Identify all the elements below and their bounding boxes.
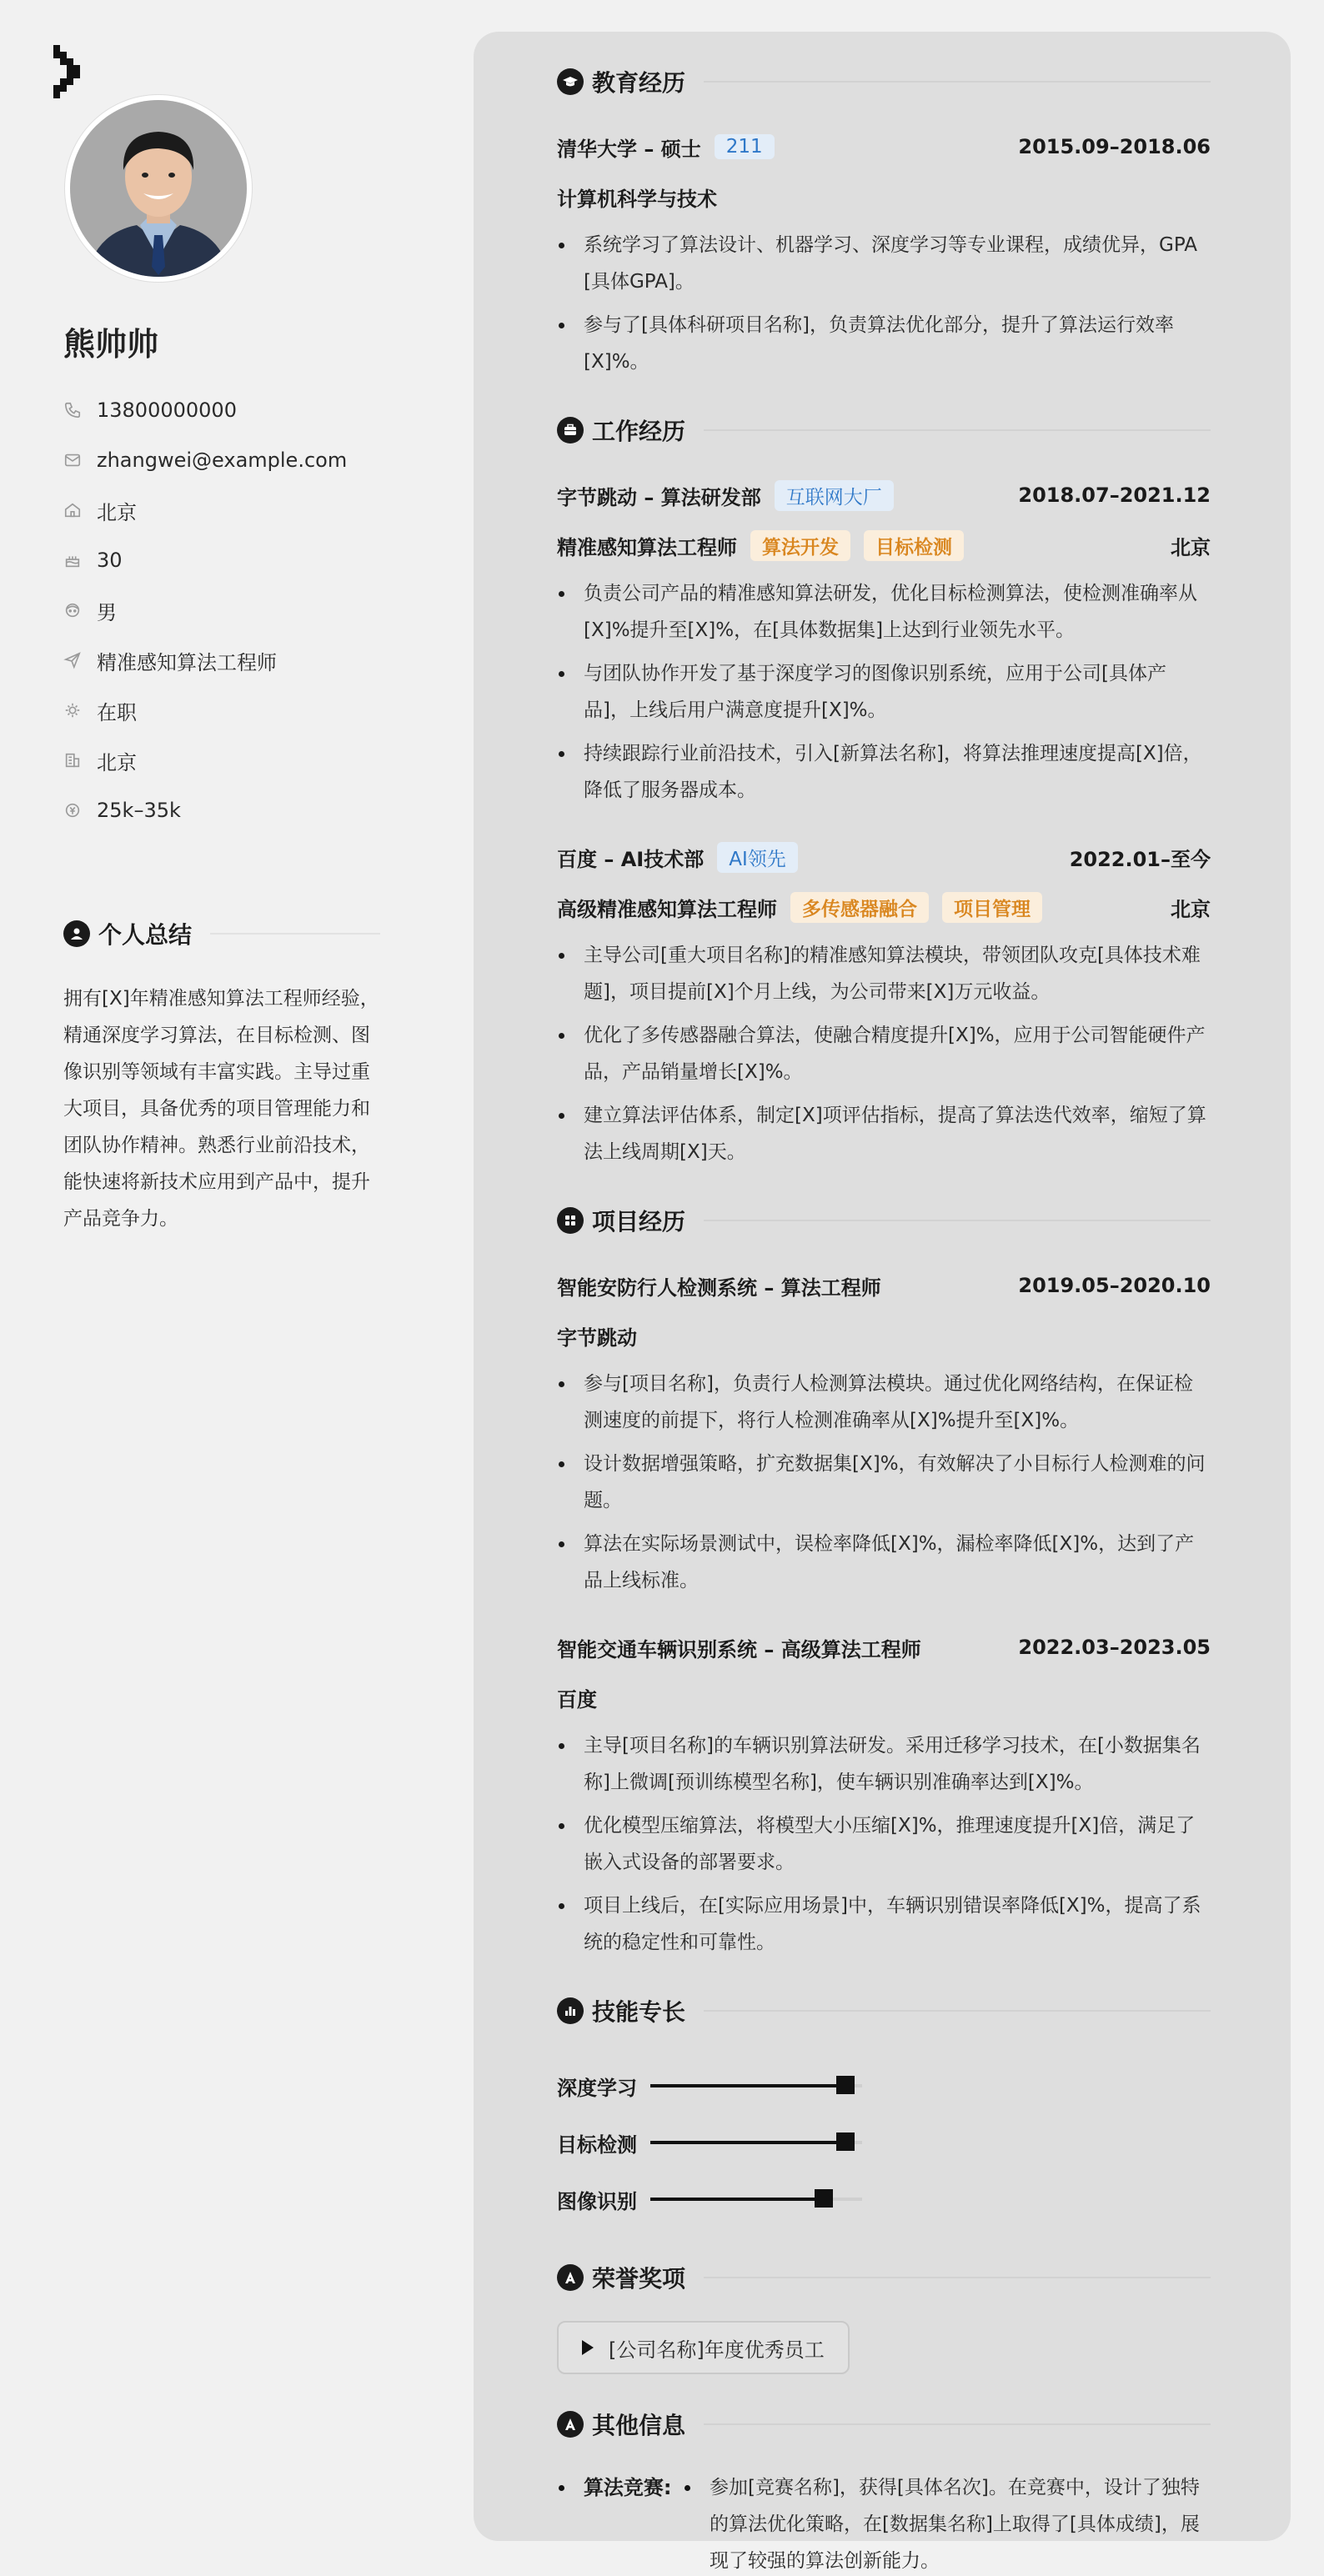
work-role-tag: 目标检测 — [864, 530, 964, 561]
project-bullets — [557, 1366, 1211, 1599]
work-header — [557, 413, 1211, 447]
info-gender — [63, 585, 347, 635]
project-name: 智能安防行人检测系统 – 算法工程师 — [557, 1275, 881, 1300]
info-email-text: zhangwei@example.com — [97, 449, 348, 472]
list-item: 优化模型压缩算法，将模型大小压缩[X]%，推理速度提升[X]倍，满足了嵌入式设备的部署要求。 — [557, 1807, 1211, 1881]
skill-name: 目标检测 — [557, 2132, 637, 2157]
work-date: 2022.01–至今 — [1069, 847, 1211, 871]
work-date: 2018.07–2021.12 — [1018, 484, 1211, 507]
home-icon — [63, 501, 82, 519]
info-age — [63, 535, 347, 585]
education-entry — [557, 130, 1211, 380]
logo-icon — [53, 45, 87, 98]
work-bullets — [557, 575, 1211, 809]
list-item: 参与[项目名称]，负责行人检测算法模块。通过优化网络结构，在保证检测速度的前提下，将行人检测准确率从[X]%提升至[X]%。 — [557, 1366, 1211, 1439]
project-date: 2019.05–2020.10 — [1018, 1274, 1211, 1297]
summary-section — [63, 917, 380, 1237]
award-item[interactable] — [557, 2321, 850, 2374]
project-date: 2022.03–2023.05 — [1018, 1636, 1211, 1659]
divider — [704, 2010, 1211, 2012]
profile-name: 熊帅帅 — [63, 326, 159, 363]
info-location-text: 北京 — [97, 500, 137, 524]
send-icon — [63, 651, 82, 669]
info-email — [63, 435, 347, 485]
skill-level-bar — [650, 2084, 862, 2087]
work-company: 字节跳动 – 算法研发部 — [557, 485, 761, 509]
list-item: 算法在实际场景测试中，误检率降低[X]%，漏检率降低[X]%，达到了产品上线标准。 — [557, 1526, 1211, 1599]
skill-level-fill — [650, 2084, 845, 2087]
summary-text: 拥有[X]年精准感知算法工程师经验，精通深度学习算法，在目标检测、图像识别等领域有丰富实践。主导过重大项目，具备优秀的项目管理能力和团队协作精神。熟悉行业前沿技术，能快速将新技术应用到产品中，提升产品竞争力。 — [63, 988, 379, 1230]
gender-icon — [63, 601, 82, 619]
education-header — [557, 65, 1211, 98]
work-city: 北京 — [1171, 535, 1211, 559]
skill-level-bar — [650, 2198, 862, 2201]
list-item: 系统学习了算法设计、机器学习、深度学习等专业课程，成绩优异，GPA [具体GPA]。 — [557, 227, 1211, 300]
list-item: 持续跟踪行业前沿技术，引入[新算法名称]，将算法推理速度提高[X]倍，降低了服务器成本。 — [557, 735, 1211, 809]
work-bullets — [557, 937, 1211, 1170]
work-role: 精准感知算法工程师 — [557, 535, 737, 559]
skill-level-fill — [650, 2198, 824, 2201]
other-item — [557, 2469, 1211, 2576]
award-text: [公司名称]年度优秀员工 — [609, 2338, 825, 2362]
awards-section — [557, 2261, 1211, 2374]
skill-item — [557, 2057, 894, 2114]
list-item: 优化了多传感器融合算法，使融合精度提升[X]%，应用于公司智能硬件产品，产品销量增长[X]%。 — [557, 1017, 1211, 1090]
education-section — [557, 65, 1211, 380]
project-name: 智能交通车辆识别系统 – 高级算法工程师 — [557, 1637, 921, 1661]
projects-title: 项目经历 — [592, 1208, 686, 1235]
divider — [704, 1220, 1211, 1221]
education-school: 清华大学 – 硕士 — [557, 137, 701, 161]
skills-header — [557, 1994, 1211, 2027]
bullet — [559, 2485, 564, 2491]
info-salary — [63, 785, 347, 835]
work-city: 北京 — [1171, 897, 1211, 921]
user-icon — [63, 920, 90, 947]
skills-title: 技能专长 — [592, 1998, 686, 2026]
other-label: 算法竞赛: — [583, 2476, 672, 2499]
skill-name: 深度学习 — [557, 2076, 637, 2100]
skill-level-knob — [836, 2076, 855, 2094]
skill-level-bar — [650, 2141, 862, 2144]
divider — [704, 2423, 1211, 2425]
list-item: 与团队协作开发了基于深度学习的图像识别系统，应用于公司[具体产品]，上线后用户满意度提升[X]%。 — [557, 655, 1211, 729]
info-status-text: 在职 — [97, 700, 137, 724]
graduation-cap-icon — [557, 68, 584, 95]
education-title: 教育经历 — [592, 69, 686, 97]
list-item: 主导[项目名称]的车辆识别算法研发。采用迁移学习技术，在[小数据集名称]上微调[预训练模型名称]，使车辆识别准确率达到[X]%。 — [557, 1727, 1211, 1801]
phone-icon — [63, 401, 82, 419]
project-entry — [557, 1631, 1211, 1961]
list-item: 参与了[具体科研项目名称]，负责算法优化部分，提升了算法运行效率[X]%。 — [557, 307, 1211, 380]
info-location — [63, 485, 347, 535]
work-entry — [557, 479, 1211, 809]
skill-name: 图像识别 — [557, 2189, 637, 2213]
skill-item — [557, 2114, 894, 2171]
info-age-text: 30 — [97, 549, 123, 572]
work-role-tag: 多传感器融合 — [790, 892, 929, 923]
info-gender-text: 男 — [97, 600, 117, 624]
list-item: 项目上线后，在[实际应用场景]中，车辆识别错误率降低[X]%，提高了系统的稳定性和可靠性。 — [557, 1887, 1211, 1961]
award-icon — [557, 2264, 584, 2291]
list-item: 建立算法评估体系，制定[X]项评估指标，提高了算法迭代效率，缩短了算法上线周期[X]天。 — [557, 1097, 1211, 1170]
list-item: 负责公司产品的精准感知算法研发，优化目标检测算法，使检测准确率从[X]%提升至[X]%，在[具体数据集]上达到行业领先水平。 — [557, 575, 1211, 649]
info-city — [63, 735, 347, 785]
skill-level-fill — [650, 2141, 845, 2144]
bar-chart-icon — [557, 1997, 584, 2024]
info-city-text: 北京 — [97, 750, 137, 774]
avatar — [65, 95, 252, 282]
list-item: 主导公司[重大项目名称]的精准感知算法模块，带领团队攻克[具体技术难题]，项目提前[X]个月上线，为公司带来[X]万元收益。 — [557, 937, 1211, 1010]
divider — [704, 81, 1211, 83]
project-company: 百度 — [557, 1687, 597, 1711]
skills-list — [557, 2057, 1211, 2228]
projects-section — [557, 1204, 1211, 1961]
cake-icon — [63, 551, 82, 569]
work-title: 工作经历 — [592, 418, 686, 445]
divider — [210, 933, 380, 935]
status-icon — [63, 701, 82, 719]
education-date: 2015.09–2018.06 — [1018, 135, 1211, 158]
projects-header — [557, 1204, 1211, 1237]
briefcase-icon — [557, 417, 584, 444]
project-entry — [557, 1269, 1211, 1599]
triangle-right-icon — [582, 2340, 594, 2355]
awards-title: 荣誉奖项 — [592, 2265, 686, 2293]
other-text: 参加[竞赛名称]，获得[具体名次]。在竞赛中，设计了独特的算法优化策略，在[数据集名称]上取得了[具体成绩]，展现了较强的算法创新能力。 — [681, 2469, 1211, 2576]
other-section — [557, 2408, 1211, 2576]
info-status — [63, 685, 347, 735]
project-bullets — [557, 1727, 1211, 1961]
education-tag: 211 — [715, 134, 775, 159]
work-company-tag: AI领先 — [717, 842, 798, 873]
awards-header — [557, 2261, 1211, 2294]
info-icon — [557, 2411, 584, 2438]
mail-icon — [63, 451, 82, 469]
work-company-tag: 互联网大厂 — [775, 480, 894, 511]
work-role-tag: 项目管理 — [942, 892, 1042, 923]
education-bullets — [557, 227, 1211, 380]
summary-title: 个人总结 — [98, 921, 193, 949]
skill-level-knob — [836, 2132, 855, 2151]
avatar-photo — [70, 100, 247, 277]
list-item: 设计数据增强策略，扩充数据集[X]%，有效解决了小目标行人检测难的问题。 — [557, 1446, 1211, 1519]
info-phone-text: 13800000000 — [97, 398, 237, 422]
project-company: 字节跳动 — [557, 1326, 637, 1350]
divider — [704, 2277, 1211, 2278]
skills-section — [557, 1994, 1211, 2228]
info-salary-text: 25k–35k — [97, 799, 181, 822]
building-icon — [63, 751, 82, 769]
other-title: 其他信息 — [592, 2412, 686, 2439]
sidebar — [0, 0, 434, 2576]
info-phone — [63, 385, 347, 435]
skill-level-knob — [815, 2189, 833, 2208]
main-panel — [474, 32, 1291, 2572]
salary-icon — [63, 801, 82, 819]
info-position-text: 精准感知算法工程师 — [97, 650, 277, 674]
work-role: 高级精准感知算法工程师 — [557, 897, 777, 921]
summary-header — [63, 917, 380, 950]
work-company: 百度 – AI技术部 — [557, 847, 705, 871]
other-header — [557, 2408, 1211, 2441]
work-entry — [557, 840, 1211, 1170]
contact-info-list — [63, 385, 347, 835]
education-major: 计算机科学与技术 — [557, 187, 717, 211]
grid-icon — [557, 1207, 584, 1234]
skill-item — [557, 2171, 894, 2228]
divider — [704, 429, 1211, 431]
info-position — [63, 635, 347, 685]
work-role-tag: 算法开发 — [750, 530, 850, 561]
work-section — [557, 413, 1211, 1170]
